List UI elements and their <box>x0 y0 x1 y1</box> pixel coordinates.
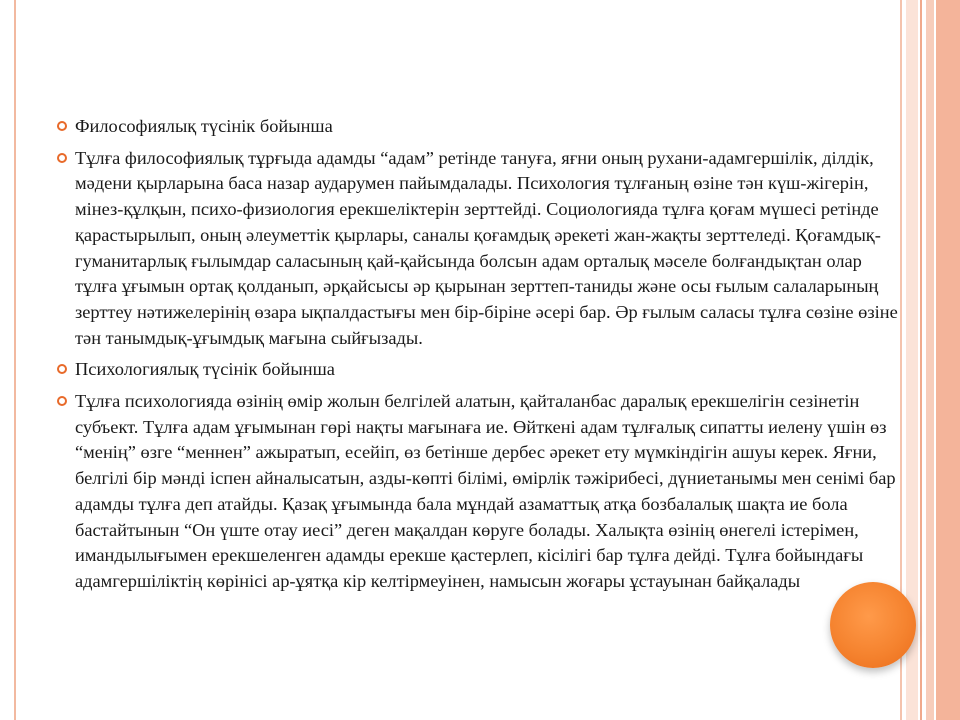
slide-body <box>56 114 906 601</box>
bullet-item <box>56 357 906 383</box>
circle-bullet-icon <box>57 153 67 163</box>
circle-bullet-icon <box>57 396 67 406</box>
bullet-text: Тұлға философиялық тұрғыда адамды “адам” ретінде тануға, яғни оның рухани-адамгершілік, ділдік, мәдени қырларына баса назар аударумен пайымдалады. Психология тұлғаның өзіне тән күш-жігерін, мінез-құлқын, психо-физиология ерекшеліктерін зерттейді. Социологияда тұлға қоғам мүшесі ретінде қарастырылып, оның әлеуметтік қырлары, саналы қоғамдық әрекеті жан-жақты зерттеледі. Қоғамдық-гуманитарлық ғылымдар саласының қай-қайсында болсын адам орталық мәселе болғандықтан олар тұлға ұғымын ортақ қолданып, әрқайсысы әр қырынан зерттеп-таниды және осы ғылым салаларының зерттеу нәтижелерінің өзара ықпалдастығы мен бір-біріне әсері бар. Әр ғылым саласы тұлға сөзіне өзіне тән танымдық-ұғымдық мағына сыйғызады. <box>75 147 898 348</box>
bullet-item <box>56 114 906 140</box>
stripe <box>926 0 934 720</box>
bullet-text: Тұлға психологияда өзінің өмір жолын белгілей алатын, қайталанбас даралық ерекшелігін сезінетін субъект. Тұлға адам ұғымынан гөрі нақты мағынаға ие. Өйткені адам тұлғалық сипатты иелену үшін өз “менің” өзге “меннен” ажыратып, есейіп, өз бетінше дербес әрекет ету мүмкіндігін ашуы керек. Яғни, белгілі бір мәнді іспен айналысатын, азды-көпті білімі, өмірлік тәжірибесі, дүниетанымы мен сенімі бар адамды тұлға деп атайды. Қазақ ұғымында бала мұндай азаматтық атқа бозбалалық шақта ие бола бастайтынын “Он үште отау иесі” деген мақалдан көруге болады. Халықта өзінің өнегелі істерімен, имандылығымен ерекшеленген адамды ерекше қастерлеп, кісілігі бар тұлға дейді. Тұлға бойындағы адамгершіліктің көрінісі ар-ұятқа кір келтірмеуінен, намысын жоғары ұстауынан байқалады <box>75 391 896 591</box>
circle-bullet-icon <box>57 121 67 131</box>
stripe <box>936 0 960 720</box>
bullet-item <box>56 389 906 595</box>
bullet-text: Философиялық түсінік бойынша <box>75 116 333 136</box>
left-border-line <box>14 0 16 720</box>
orange-circle-decoration <box>830 582 916 668</box>
bullet-item <box>56 146 906 352</box>
stripe <box>920 0 922 720</box>
circle-bullet-icon <box>57 364 67 374</box>
bullet-text: Психологиялық түсінік бойынша <box>75 359 335 380</box>
